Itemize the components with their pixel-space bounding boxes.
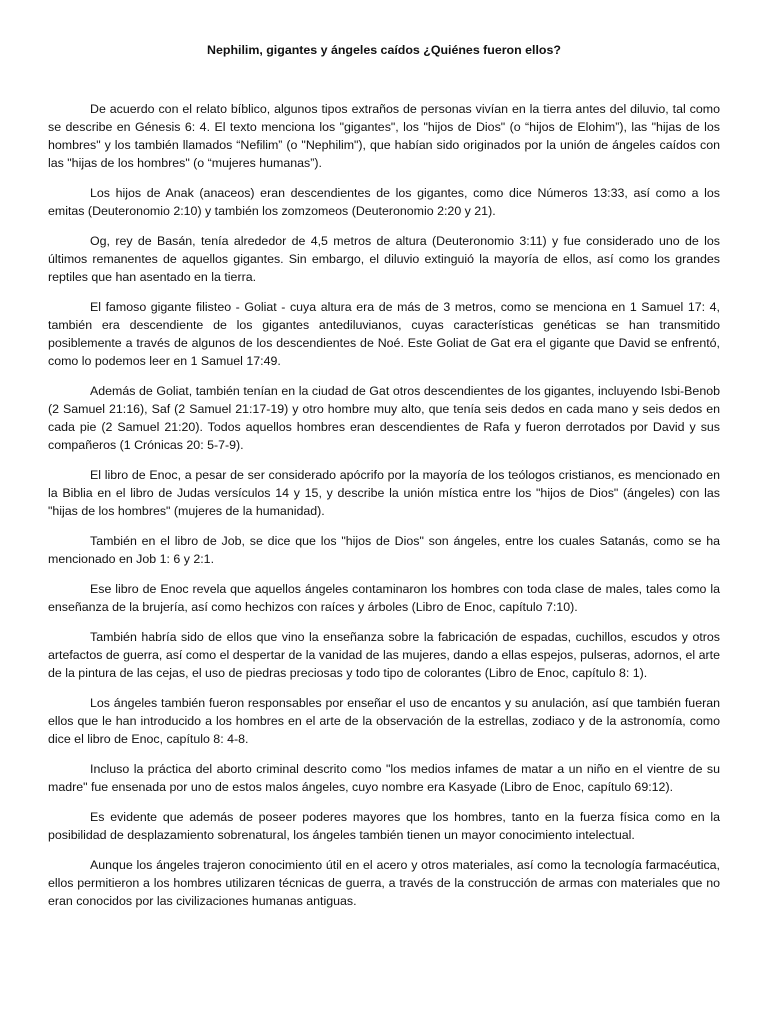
paragraph-10: Los ángeles también fueron responsables por enseñar el uso de encantos y su anulación, así que también fueran ellos que le han introducido a los hombres en el arte de la observación de la estrellas, zodiaco y de la astronomía, como dice el libro de Enoc, capítulo 8: 4-8. <box>48 696 720 746</box>
paragraph-2: Los hijos de Anak (anaceos) eran descendientes de los gigantes, como dice Números 13:33, así como a los emitas (Deuteronomio 2:10) y también los zomzomeos (Deuteronomio 2:20 y 21). <box>48 186 720 218</box>
paragraph-4: El famoso gigante filisteo - Goliat - cuya altura era de más de 3 metros, como se menciona en 1 Samuel 17: 4, también era descendiente de los gigantes antediluvianos, cuyas características genéticas se han transmitido posiblemente a través de algunos de los descendientes de Noé. Este Goliat de Gat era el gigante que David se enfrentó, como lo podemos leer en 1 Samuel 17:49. <box>48 300 720 368</box>
paragraph-13: Aunque los ángeles trajeron conocimiento útil en el acero y otros materiales, así como la tecnología farmacéutica, ellos permitieron a los hombres utilizaren técnicas de guerra, a través de la construcción de armas con materiales que no eran conocidos por las civilizaciones humanas antiguas. <box>48 858 720 908</box>
paragraph-9: También habría sido de ellos que vino la enseñanza sobre la fabricación de espadas, cuchillos, escudos y otros artefactos de guerra, así como el despertar de la vanidad de las mujeres, dando a ellas espejos, pulseras, adornos, el arte de la pintura de las cejas, el uso de piedras preciosas y todo tipo de colorantes (Libro de Enoc, capítulo 8: 1). <box>48 630 720 680</box>
paragraph-12: Es evidente que además de poseer poderes mayores que los hombres, tanto en la fuerza física como en la posibilidad de desplazamiento sobrenatural, los ángeles también tienen un mayor conocimiento intelectual. <box>48 810 720 842</box>
paragraph-6: El libro de Enoc, a pesar de ser considerado apócrifo por la mayoría de los teólogos cristianos, es mencionado en la Biblia en el libro de Judas versículos 14 y 15, y describe la unión mística entre los "hijos de Dios" (ángeles) con las "hijas de los hombres" (mujeres de la humanidad). <box>48 468 720 518</box>
paragraph-5: Además de Goliat, también tenían en la ciudad de Gat otros descendientes de los gigantes, incluyendo Isbi-Benob (2 Samuel 21:16), Saf (2 Samuel 21:17-19) y otro hombre muy alto, que tenía seis dedos en cada mano y seis dedos en cada pie (2 Samuel 21:20). Todos aquellos hombres eran descendientes de Rafa y fueron derrotados por David y sus compañeros (1 Crónicas 20: 5-7-9). <box>48 384 720 452</box>
paragraph-11: Incluso la práctica del aborto criminal descrito como "los medios infames de matar a un niño en el vientre de su madre" fue ensenada por uno de estos malos ángeles, cuyo nombre era Kasyade (Libro de Enoc, capítulo 69:12). <box>48 762 720 794</box>
paragraph-1: De acuerdo con el relato bíblico, algunos tipos extraños de personas vivían en la tierra antes del diluvio, tal como se describe en Génesis 6: 4. El texto menciona los "gigantes", los "hijos de Dios" (o “hijos de Elohim”), las "hijas de los hombres" y los también llamados “Nefilim” (o "Nephilim"), que habían sido originados por la unión de ángeles caídos con las "hijas de los hombres" (o “mujeres humanas”). <box>48 102 720 170</box>
paragraph-3: Og, rey de Basán, tenía alrededor de 4,5 metros de altura (Deuteronomio 3:11) y fue considerado uno de los últimos remanentes de aquellos gigantes. Sin embargo, el diluvio extinguió la mayoría de ellos, así como los grandes reptiles que han asentado en la tierra. <box>48 234 720 284</box>
document-title: Nephilim, gigantes y ángeles caídos ¿Quiénes fueron ellos? <box>207 43 561 57</box>
document-body <box>48 100 720 910</box>
paragraph-8: Ese libro de Enoc revela que aquellos ángeles contaminaron los hombres con toda clase de males, tales como la enseñanza de la brujería, así como hechizos con raíces y árboles (Libro de Enoc, capítulo 7:10). <box>48 582 720 614</box>
paragraph-7: También en el libro de Job, se dice que los "hijos de Dios" son ángeles, entre los cuales Satanás, como se ha mencionado en Job 1: 6 y 2:1. <box>48 534 720 566</box>
